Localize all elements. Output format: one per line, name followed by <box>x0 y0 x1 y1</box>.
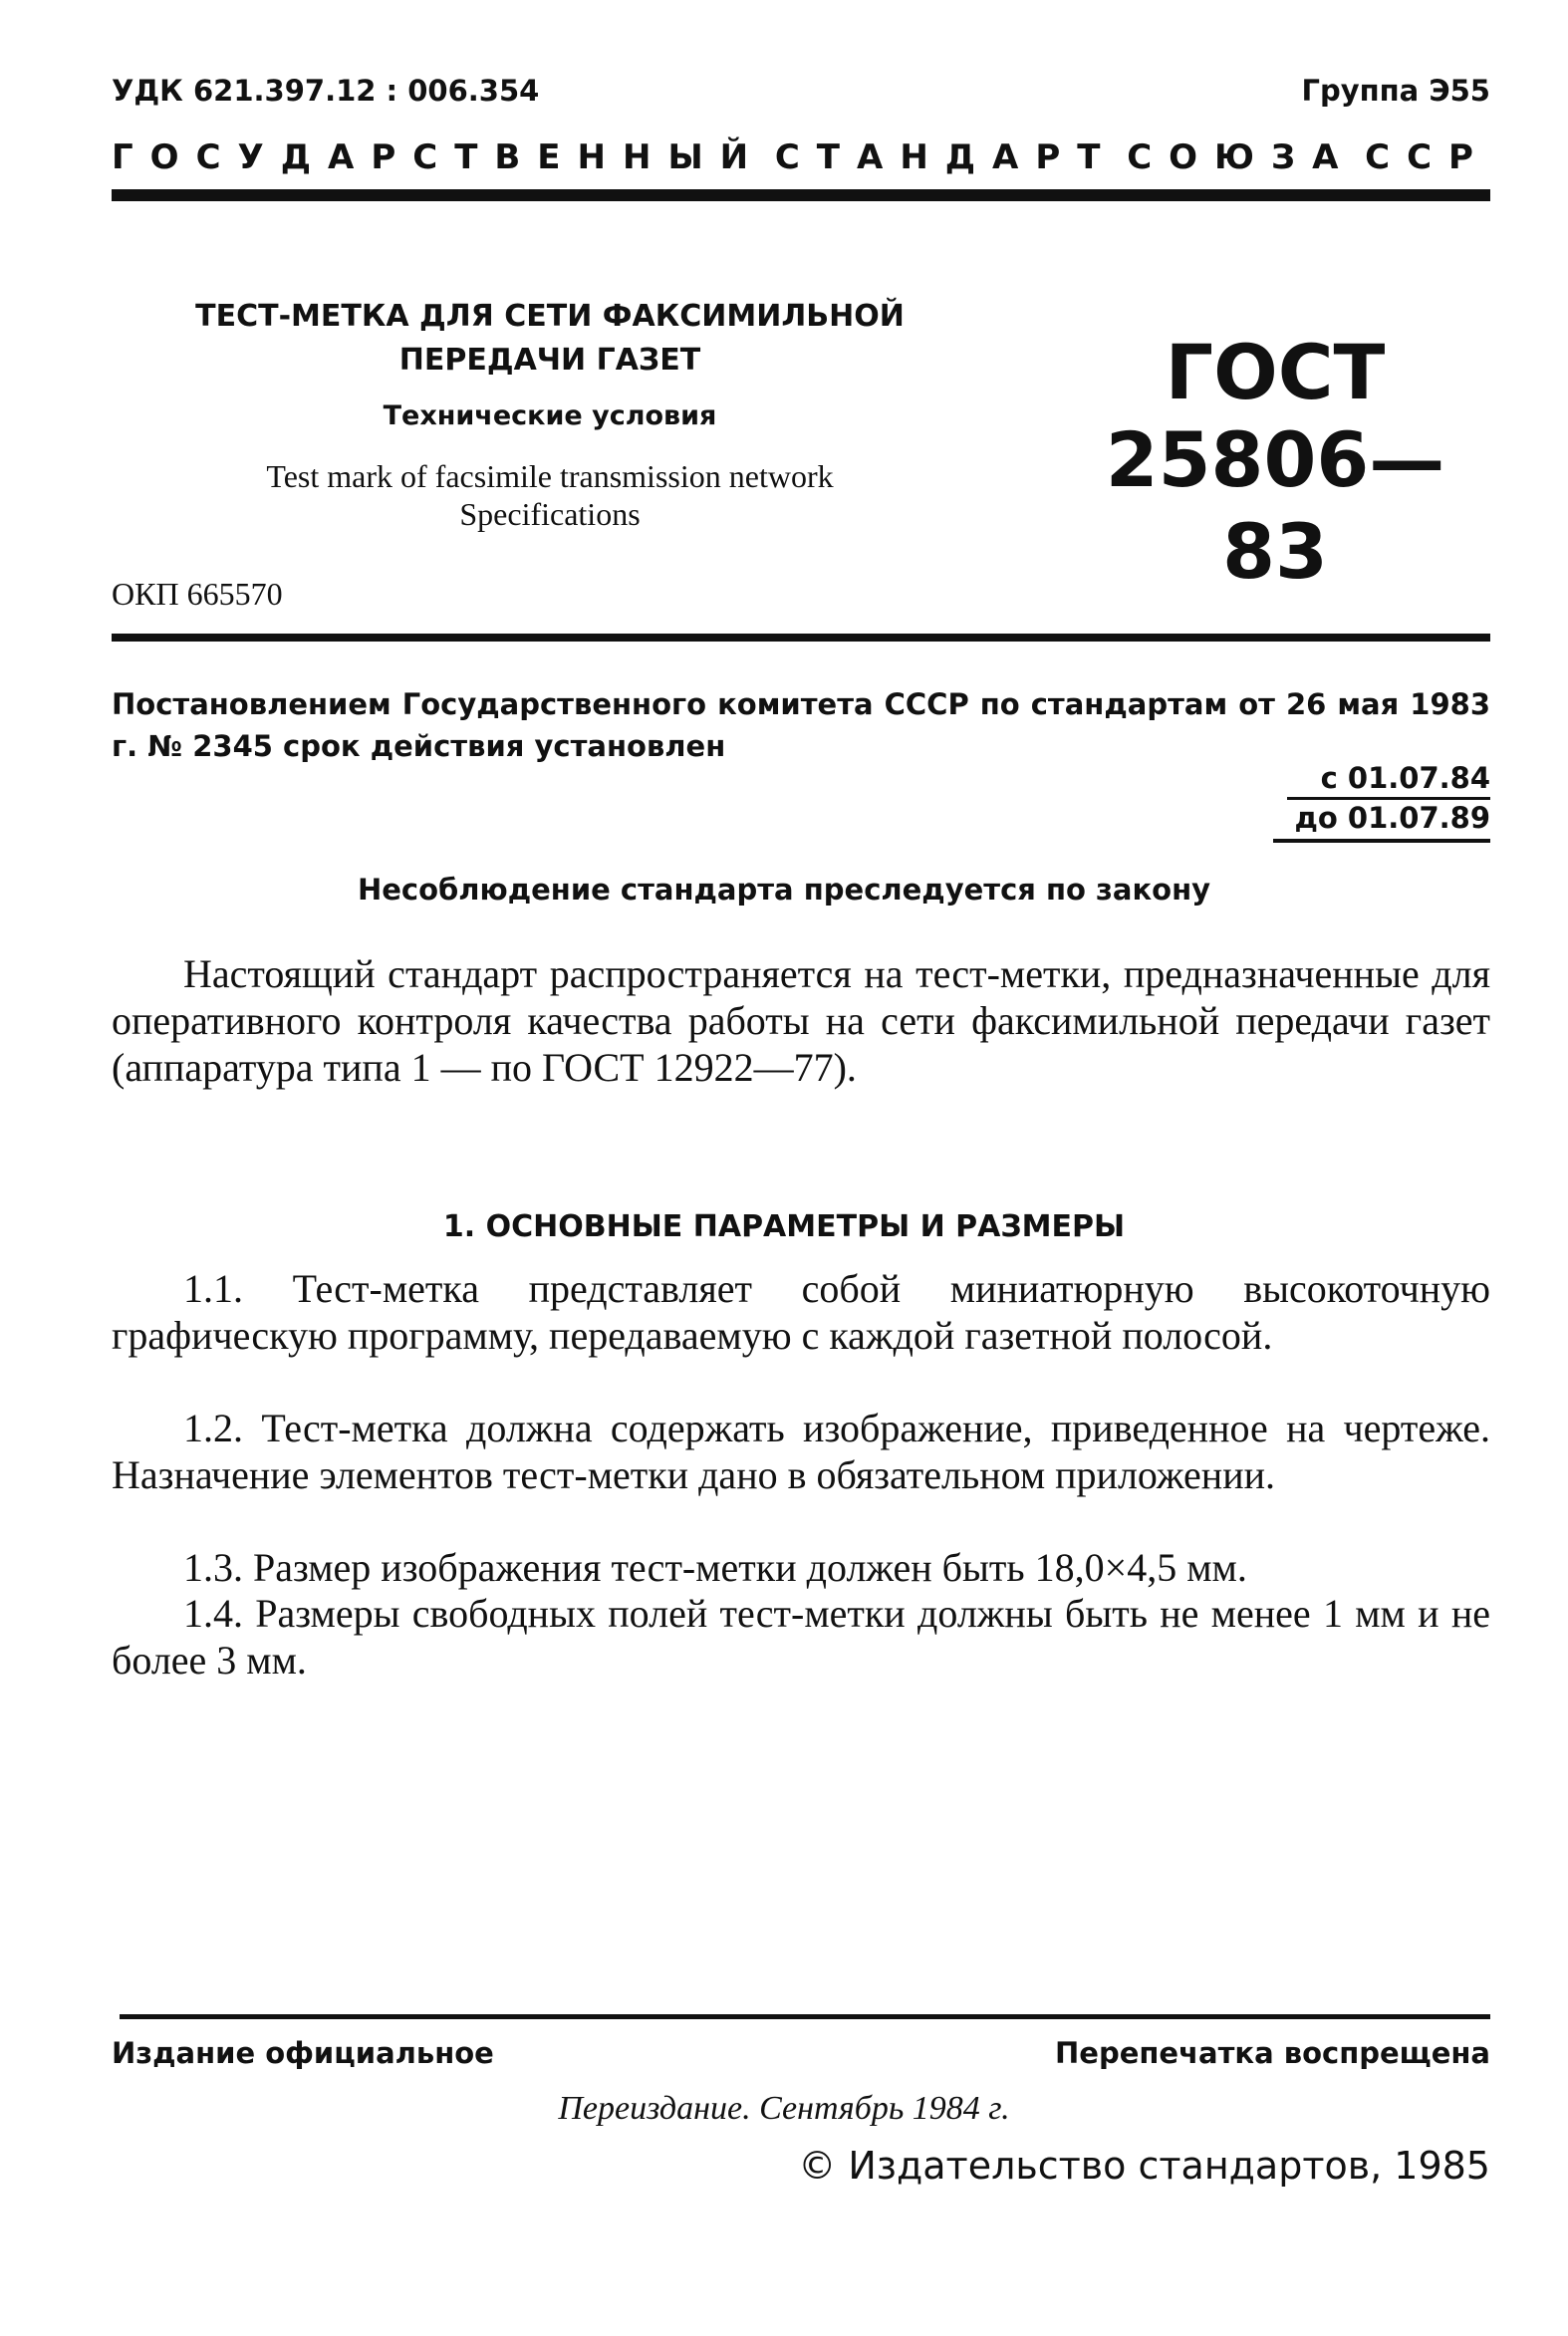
date-underline <box>1287 797 1490 800</box>
header-thick-rule <box>112 189 1490 201</box>
violation-notice: Несоблюдение стандарта преследуется по закону <box>357 873 1211 907</box>
standard-designation <box>1076 328 1474 598</box>
group-code: Группа Э55 <box>1301 74 1490 108</box>
banner-word: ССР <box>1365 137 1490 177</box>
title-bottom-rule <box>112 634 1490 642</box>
state-standard-banner <box>112 137 1490 177</box>
banner-word: СТАНДАРТ <box>774 137 1118 177</box>
footer-rule <box>120 2014 1490 2019</box>
section-heading: 1. ОСНОВНЫЕ ПАРАМЕТРЫ И РАЗМЕРЫ <box>442 1209 1126 1244</box>
banner-word: СОЮЗА <box>1127 137 1356 177</box>
udk-code: УДК 621.397.12 : 006.354 <box>112 74 540 108</box>
copyright-note: © Издательство стандартов, 1985 <box>798 2144 1490 2188</box>
english-title-line: Test mark of facsimile transmission network <box>266 458 834 494</box>
edition-note: Издание официальное <box>112 2036 494 2070</box>
english-title-line: Specifications <box>459 496 641 532</box>
clause-text: 1.2. Тест-метка должна содержать изображение, приведенное на чертеже. Назначение элементов тест-метки дано в обязательном приложении. <box>112 1406 1490 1497</box>
title-block <box>112 295 988 533</box>
clause-paragraph <box>112 1590 1490 1684</box>
effective-date-to: до 01.07.89 <box>1294 801 1490 835</box>
clause-text: 1.4. Размеры свободных полей тест-метки должны быть не менее 1 мм и не более 3 мм. <box>112 1591 1490 1683</box>
intro-text: Настоящий стандарт распространяется на тест-метки, предназначенные для оперативного контроля качества работы на сети факсимильной передачи газет (аппаратура типа 1 — по ГОСТ 12922—77). <box>112 951 1490 1090</box>
clause-text: 1.3. Размер изображения тест-метки должен быть 18,0×4,5 мм. <box>183 1545 1247 1590</box>
reprint-ban-note: Перепечатка воспрещена <box>1055 2036 1490 2070</box>
clause-paragraph <box>112 1544 1490 1591</box>
title-line: ПЕРЕДАЧИ ГАЗЕТ <box>398 343 701 378</box>
decree-text: Постановлением Государственного комитета СССР по стандартам от 26 мая 1983 г. № 2345 срок действия установлен <box>112 687 1490 763</box>
date-underline <box>1273 839 1490 843</box>
clause-paragraph <box>112 1405 1490 1498</box>
standard-number: 25806—83 <box>1105 415 1445 596</box>
clause-paragraph <box>112 1265 1490 1359</box>
standard-label: ГОСТ <box>1165 328 1386 416</box>
okp-code: ОКП 665570 <box>112 576 283 612</box>
reissue-note: Переиздание. Сентябрь 1984 г. <box>558 2090 1010 2127</box>
intro-paragraph <box>112 950 1490 1091</box>
effective-date-from: с 01.07.84 <box>1320 761 1490 795</box>
clause-text: 1.1. Тест-метка представляет собой миниатюрную высокоточную графическую программу, передаваемую с каждой газетной полосой. <box>112 1266 1490 1358</box>
title-line: ТЕСТ-МЕТКА ДЛЯ СЕТИ ФАКСИМИЛЬНОЙ <box>195 299 905 334</box>
banner-word: ГОСУДАРСТВЕННЫЙ <box>112 137 766 177</box>
title-subtitle: Технические условия <box>383 400 717 431</box>
